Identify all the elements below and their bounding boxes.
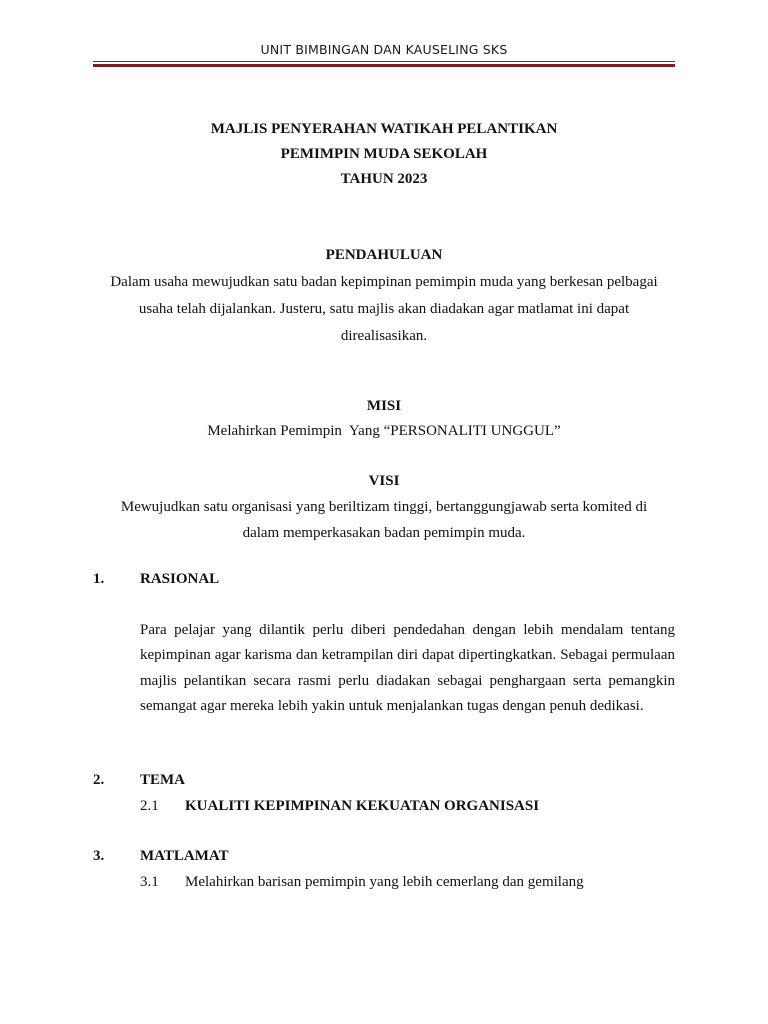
visi-line-1: Mewujudkan satu organisasi yang beriltizam tinggi, bertanggungjawab serta komited di [120, 499, 648, 515]
section-title: MATLAMAT [140, 848, 229, 864]
pendahuluan-line-2: usaha telah dijalankan. Justeru, satu majlis akan diadakan agar matlamat ini dapat [138, 301, 630, 317]
subsection-text: KUALITI KEPIMPINAN KEKUATAN ORGANISASI [185, 798, 540, 814]
section-title: TEMA [140, 772, 185, 788]
misi-text: Melahirkan Pemimpin Yang “PERSONALITI UNGGUL” [207, 423, 561, 439]
pendahuluan-heading: PENDAHULUAN [325, 247, 443, 263]
section-number: 1. [93, 571, 105, 587]
header-divider [93, 61, 675, 67]
section-number: 2. [93, 772, 105, 788]
document-title [90, 117, 678, 192]
subsection-number: 3.1 [140, 874, 159, 890]
title-line-1: MAJLIS PENYERAHAN WATIKAH PELANTIKAN [210, 121, 558, 137]
visi-heading: VISI [368, 473, 400, 489]
pendahuluan-line-1: Dalam usaha mewujudkan satu badan kepimpinan pemimpin muda yang berkesan pelbagai [110, 274, 658, 290]
pendahuluan-line-3: direalisasikan. [340, 328, 428, 344]
section-title: RASIONAL [140, 571, 220, 587]
section-number: 3. [93, 848, 105, 864]
rasional-paragraph: Para pelajar yang dilantik perlu diberi pendedahan dengan lebih mendalam tentang kepimpinan agar karisma dan ketrampilan diri dapat dipertingkatkan. Sebagai permulaan majlis pelantikan secara rasmi perlu diadakan sebagai penghargaan serta pemangkin semangat agar mereka lebih yakin untuk menjalankan tugas dengan penuh dedikasi. [140, 622, 675, 715]
header-divider-thick-line [93, 64, 675, 67]
header-unit-name: UNIT BIMBINGAN DAN KAUSELING SKS [260, 42, 508, 57]
visi-section [90, 468, 678, 546]
visi-line-2: dalam memperkasakan badan pemimpin muda. [242, 525, 526, 541]
subsection-text: Melahirkan barisan pemimpin yang lebih cemerlang dan gemilang [185, 874, 584, 890]
title-line-3: TAHUN 2023 [340, 171, 428, 187]
header-divider-thin-line [93, 61, 675, 62]
misi-section [90, 394, 678, 444]
misi-heading: MISI [366, 398, 402, 414]
subsection-number: 2.1 [140, 798, 159, 814]
pendahuluan-section [90, 242, 678, 350]
title-line-2: PEMIMPIN MUDA SEKOLAH [280, 146, 488, 162]
